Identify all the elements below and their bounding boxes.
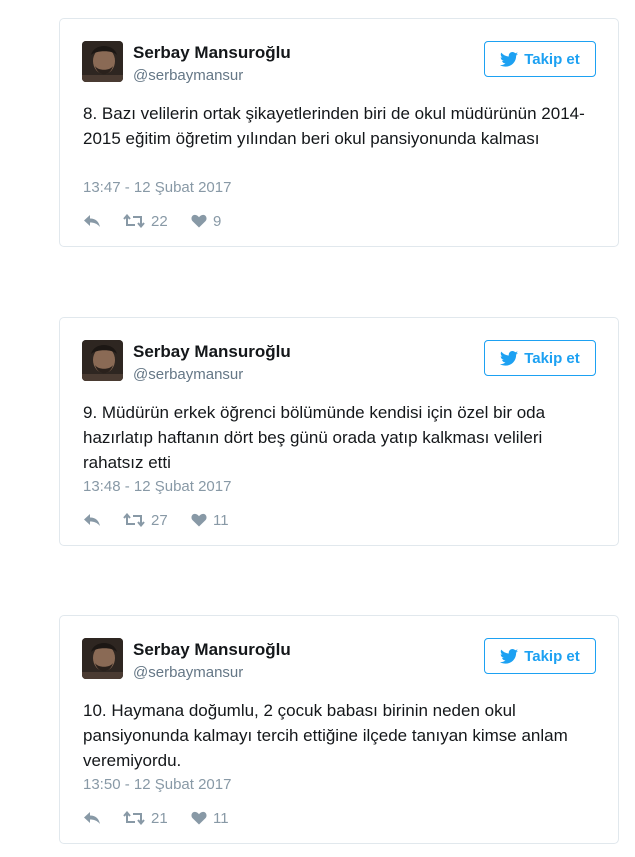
twitter-bird-icon bbox=[500, 351, 518, 366]
tweet-card bbox=[59, 317, 619, 546]
avatar[interactable] bbox=[82, 638, 123, 679]
author-name[interactable]: Serbay Mansuroğlu bbox=[133, 640, 291, 659]
heart-icon bbox=[191, 214, 207, 228]
tweet-timestamp[interactable]: 13:47 - 12 Şubat 2017 bbox=[83, 179, 232, 196]
retweet-button[interactable] bbox=[123, 510, 168, 530]
retweet-button[interactable] bbox=[123, 808, 168, 828]
follow-button[interactable] bbox=[484, 638, 596, 674]
twitter-bird-icon bbox=[500, 649, 518, 664]
reply-icon bbox=[83, 214, 101, 228]
follow-button-label: Takip et bbox=[524, 349, 580, 367]
avatar[interactable] bbox=[82, 41, 123, 82]
twitter-bird-icon bbox=[500, 52, 518, 67]
follow-button-label: Takip et bbox=[524, 647, 580, 665]
retweet-button[interactable] bbox=[123, 211, 168, 231]
author-name[interactable]: Serbay Mansuroğlu bbox=[133, 342, 291, 361]
retweet-count: 27 bbox=[151, 511, 168, 529]
like-button[interactable] bbox=[191, 808, 229, 828]
author-handle[interactable]: @serbaymansur bbox=[133, 67, 244, 84]
tweet-text: 9. Müdürün erkek öğrenci bölümünde kendisi için özel bir oda hazırlatıp haftanın dört beş günü orada yatıp kalkması velileri rahatsız etti bbox=[83, 403, 546, 472]
avatar-image bbox=[82, 41, 123, 82]
tweet-card bbox=[59, 615, 619, 844]
retweet-count: 22 bbox=[151, 212, 168, 230]
follow-button[interactable] bbox=[484, 41, 596, 77]
follow-button-label: Takip et bbox=[524, 50, 580, 68]
avatar-image bbox=[82, 340, 123, 381]
reply-button[interactable] bbox=[83, 510, 101, 530]
heart-icon bbox=[191, 513, 207, 527]
follow-button[interactable] bbox=[484, 340, 596, 376]
avatar[interactable] bbox=[82, 340, 123, 381]
author-handle[interactable]: @serbaymansur bbox=[133, 366, 244, 383]
tweet-text: 8. Bazı velilerin ortak şikayetlerinden biri de okul müdürünün 2014-2015 eğitim öğretim yılından beri okul pansiyonunda kalması bbox=[83, 104, 585, 148]
tweet-text: 10. Haymana doğumlu, 2 çocuk babası birinin neden okul pansiyonunda kalmayı tercih ettiğine ilçede tanıyan kimse anlam veremiyordu. bbox=[83, 701, 568, 770]
reply-button[interactable] bbox=[83, 808, 101, 828]
like-count: 9 bbox=[213, 212, 222, 230]
like-count: 11 bbox=[213, 809, 229, 827]
retweet-icon bbox=[123, 513, 145, 527]
heart-icon bbox=[191, 811, 207, 825]
tweet-timestamp[interactable]: 13:50 - 12 Şubat 2017 bbox=[83, 776, 232, 793]
reply-icon bbox=[83, 513, 101, 527]
tweet-timestamp[interactable]: 13:48 - 12 Şubat 2017 bbox=[83, 478, 232, 495]
reply-icon bbox=[83, 811, 101, 825]
like-button[interactable] bbox=[191, 211, 221, 231]
retweet-icon bbox=[123, 214, 145, 228]
avatar-image bbox=[82, 638, 123, 679]
retweet-count: 21 bbox=[151, 809, 168, 827]
like-count: 11 bbox=[213, 511, 229, 529]
tweet-card bbox=[59, 18, 619, 247]
reply-button[interactable] bbox=[83, 211, 101, 231]
retweet-icon bbox=[123, 811, 145, 825]
author-name[interactable]: Serbay Mansuroğlu bbox=[133, 43, 291, 62]
like-button[interactable] bbox=[191, 510, 229, 530]
author-handle[interactable]: @serbaymansur bbox=[133, 664, 244, 681]
